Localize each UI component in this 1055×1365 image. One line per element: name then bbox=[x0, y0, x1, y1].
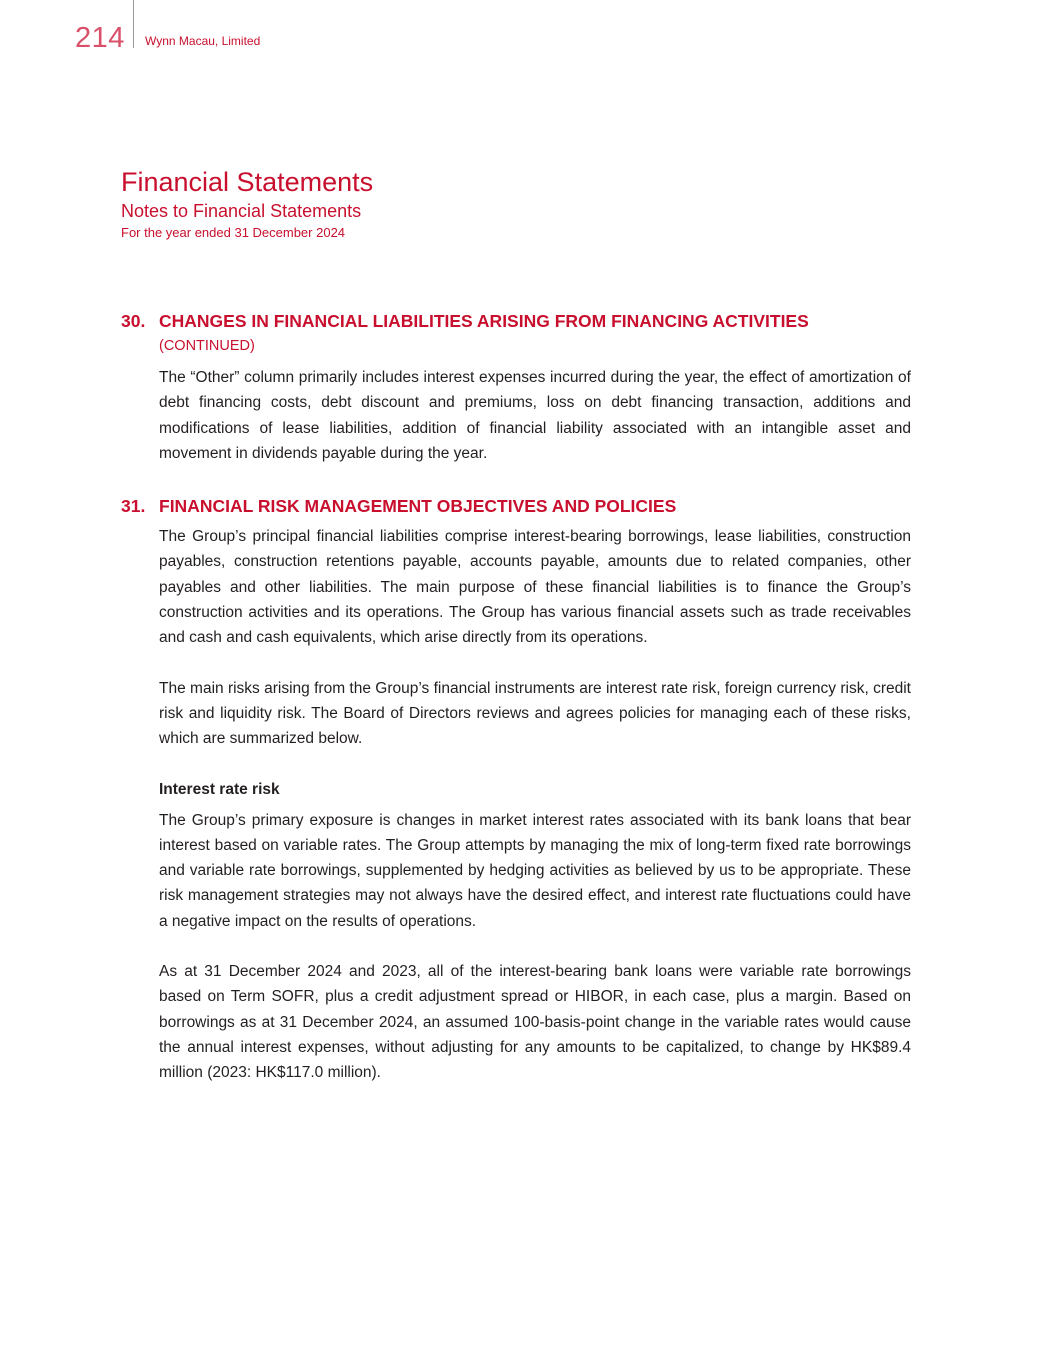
section-heading bbox=[121, 309, 911, 333]
main-content bbox=[121, 309, 911, 1086]
section-title: FINANCIAL RISK MANAGEMENT OBJECTIVES AND POLICIES bbox=[159, 496, 677, 517]
title-block bbox=[121, 165, 373, 243]
reporting-period: For the year ended 31 December 2024 bbox=[121, 225, 346, 240]
company-name: Wynn Macau, Limited bbox=[145, 34, 261, 48]
header-divider bbox=[133, 0, 134, 48]
subsection-heading: Interest rate risk bbox=[159, 780, 280, 798]
paragraph: The Group’s primary exposure is changes in market interest rates associated with its bank loans that bear interest based on variable rates. The Group attempts by managing the mix of long-term fixed rate borrowings and variable rate borrowings, supplemented by hedging activities as believed by us to be appropriate. These risk management strategies may not always have the desired effect, and interest rate fluctuations could have a negative impact on the results of operations. bbox=[159, 811, 911, 930]
paragraph: As at 31 December 2024 and 2023, all of the interest-bearing bank loans were variable rate borrowings based on Term SOFR, plus a credit adjustment spread or HIBOR, in each case, plus a margin. Based on borrowings as at 31 December 2024, an assumed 100-basis-point change in the variable rates would cause the annual interest expenses, without adjusting for any amounts to be capitalized, to change by HK$89.4 million (2023: HK$117.0 million). bbox=[159, 963, 911, 1082]
paragraph: The Group’s principal financial liabilities comprise interest-bearing borrowings, lease liabilities, construction payables, construction retentions payable, accounts payable, amounts due to related companies, other payables and other liabilities. The main purpose of these financial liabilities is to finance the Group’s construction activities and its operations. The Group has various financial assets such as trade receivables and cash and cash equivalents, which arise directly from its operations. bbox=[159, 528, 911, 647]
paragraph: The “Other” column primarily includes interest expenses incurred during the year, the effect of amortization of debt financing costs, debt discount and premiums, loss on debt financing transaction, additions and modifications of lease liabilities, addition of financial liability associated with an intangible asset and movement in dividends payable during the year. bbox=[159, 369, 911, 462]
document-subtitle: Notes to Financial Statements bbox=[121, 201, 362, 221]
continued-label: (CONTINUED) bbox=[159, 338, 255, 354]
section-number: 31. bbox=[121, 496, 146, 517]
page-number: 214 bbox=[75, 22, 125, 54]
section-31 bbox=[121, 494, 911, 1085]
section-30 bbox=[121, 309, 911, 466]
section-heading bbox=[121, 494, 911, 518]
document-title: Financial Statements bbox=[121, 167, 374, 197]
paragraph: The main risks arising from the Group’s financial instruments are interest rate risk, foreign currency risk, credit risk and liquidity risk. The Board of Directors reviews and agrees policies for managing each of these risks, which are summarized below. bbox=[159, 679, 911, 748]
section-number: 30. bbox=[121, 311, 146, 331]
section-title: CHANGES IN FINANCIAL LIABILITIES ARISING FROM FINANCING ACTIVITIES bbox=[159, 311, 809, 331]
